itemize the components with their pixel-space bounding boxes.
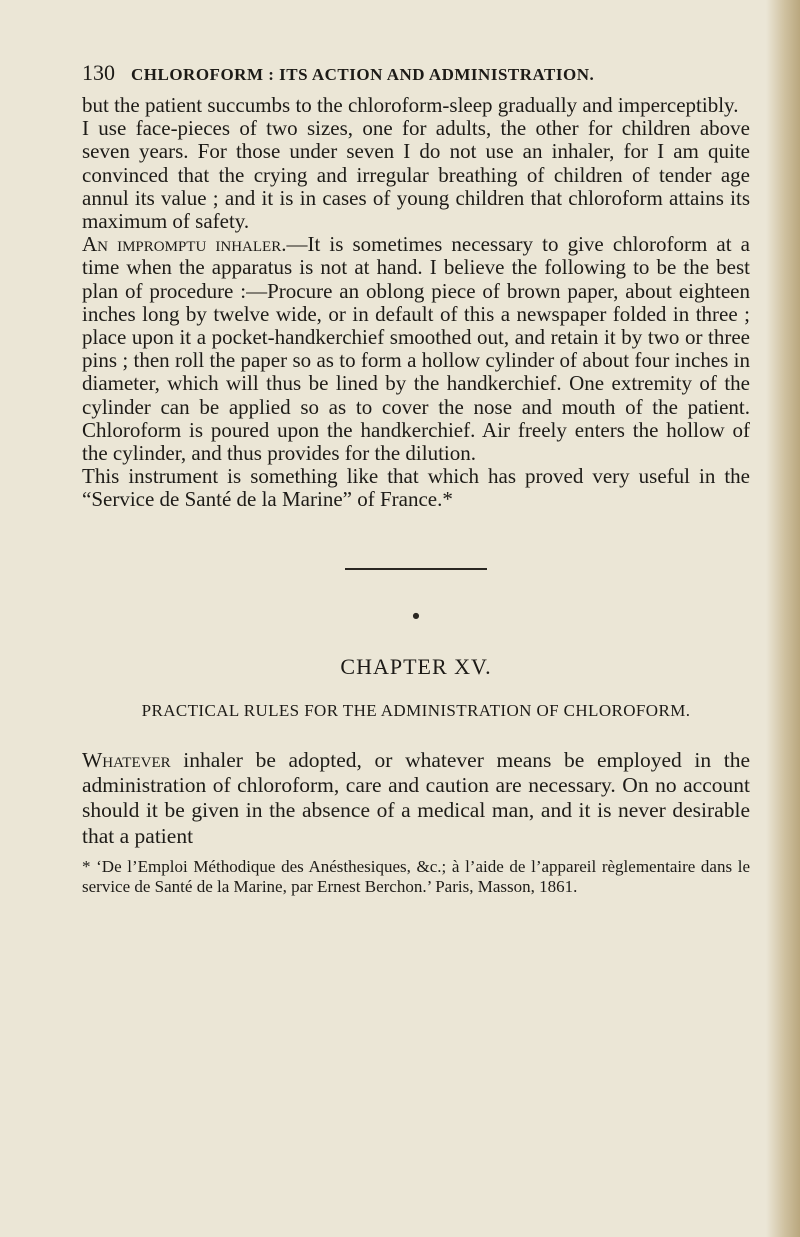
paragraph-face-pieces: I use face-pieces of two sizes, one for adults, the other for children above seven years. For those under seven I do not use an inhaler, for I am quite convinced that the crying and irregular breathing of children of tender age annul its value ; and it is in cases of young children that chloroform attains its maximum of safety. [82, 116, 750, 234]
impromptu-inhaler-text: —It is sometimes necessary to give chloroform at a time when the apparatus is not at hand. I believe the following to be the best plan of procedure :—Procure an oblong piece of brown paper, about eighteen inches long by twelve wide, or in default of this a newspaper folded in three ; place upon it a pocket-handkerchief smoothed out, and retain it by two or three pins ; then roll the paper so as to form a hollow cylinder of about four inches in diameter, which will thus be lined by the handkerchief. One extremity of the cylinder can be applied so as to cover the nose and mouth of the patient. Chloroform is poured upon the handkerchief. Air freely enters the hollow of the cylinder, and thus provides for the dilution. [82, 232, 750, 466]
running-title: CHLOROFORM : ITS ACTION AND ADMINISTRATION. [131, 65, 595, 84]
page-edge-shadow [766, 0, 800, 1237]
paragraph-continuation: but the patient succumbs to the chloroform-sleep gradually and imperceptibly. [82, 93, 739, 117]
chapter-lead-word: Whatever [82, 747, 171, 772]
impromptu-inhaler-heading: An impromptu inhaler. [82, 232, 287, 257]
paragraph-instrument: This instrument is something like that which has proved very useful in the “Service de Santé de la Marine” of France.* [82, 464, 750, 512]
running-head [82, 60, 750, 88]
chapter-opening-paragraph [82, 748, 750, 850]
page-number: 130 [82, 60, 115, 85]
printer-dot: ● [412, 610, 420, 620]
section-divider-rule [345, 568, 487, 570]
book-page [82, 60, 750, 897]
paragraph-impromptu-inhaler [82, 233, 750, 465]
chapter-subtitle: PRACTICAL RULES FOR THE ADMINISTRATION OF CHLOROFORM. [141, 700, 691, 720]
chapter-title: CHAPTER XV. [340, 653, 492, 679]
chapter-opening-text: inhaler be adopted, or whatever means be employed in the administration of chloroform, care and caution are necessary. On no account should it be given in the absence of a medical man, and it is never desirable that a patient [82, 747, 750, 848]
footnote: * ‘De l’Emploi Méthodique des Anésthesiques, &c.; à l’aide de l’appareil règlementaire dans le service de Santé de la Marine, par Ernest Berchon.’ Paris, Masson, 1861. [82, 857, 750, 897]
